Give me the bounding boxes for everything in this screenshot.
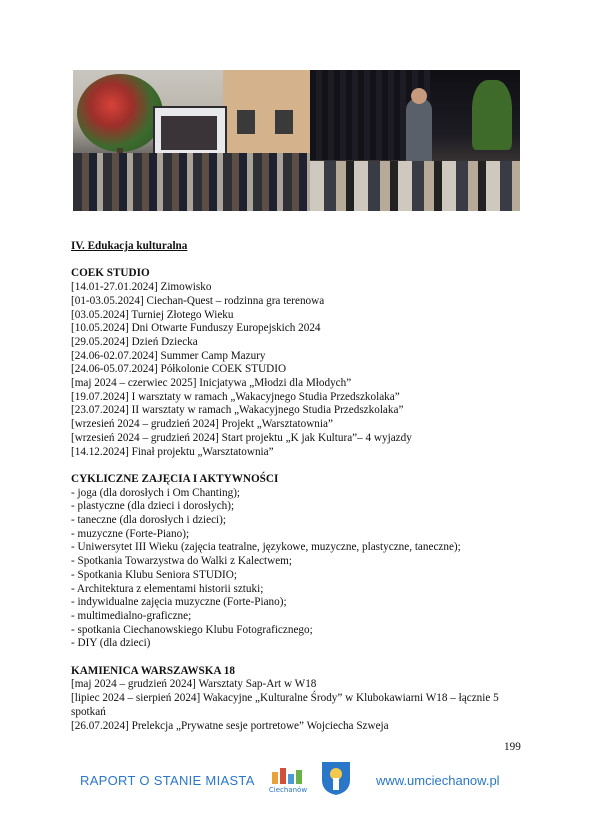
list-item: [wrzesień 2024 – grudzień 2024] Projekt „Warsztatownia” — [71, 418, 333, 431]
list-item: - Architektura z elementami historii sztuki; — [71, 582, 264, 595]
crowd — [73, 153, 310, 211]
svg-text:Ciechanów: Ciechanów — [268, 786, 308, 794]
list-item: [26.07.2024] Prelekcja „Prywatne sesje portretowe” Wojciecha Szweja — [71, 719, 389, 732]
list-item: - joga (dla dorosłych i Om Chanting); — [71, 486, 241, 499]
list-item: [01-03.05.2024] Ciechan-Quest – rodzinna gra terenowa — [71, 294, 325, 307]
list-item: [maj 2024 – czerwiec 2025] Inicjatywa „Młodzi dla Młodych” — [71, 377, 352, 390]
list-item: - DIY (dla dzieci) — [71, 637, 151, 650]
list-item: [10.05.2024] Dni Otwarte Funduszy Europejskich 2024 — [71, 322, 321, 335]
list-item: - spotkania Ciechanowskiego Klubu Fotograficznego; — [71, 623, 313, 636]
speaker — [406, 98, 432, 168]
list-item: [14.12.2024] Finał projektu „Warsztatownia” — [71, 445, 274, 458]
list-item: [lipiec 2024 – sierpień 2024] Wakacyjne „Kulturalne Środy” w Klubokawiarni W18 – łącznie 5 spotkań — [71, 692, 499, 718]
coek-studio-title: COEK STUDIO — [71, 267, 150, 280]
list-item: [14.01-27.01.2024] Zimowisko — [71, 281, 212, 294]
list-item: - muzyczne (Forte-Piano); — [71, 527, 190, 540]
list-item: - Spotkania Towarzystwa do Walki z Kalectwem; — [71, 555, 292, 568]
list-item: - Spotkania Klubu Seniora STUDIO; — [71, 568, 237, 581]
list-item: [03.05.2024] Turniej Złotego Wieku — [71, 308, 234, 321]
footer — [0, 758, 594, 808]
page-number: 199 — [504, 741, 521, 753]
list-item: - Uniwersytet III Wieku (zajęcia teatralne, językowe, muzyczne, plastyczne, taneczne); — [71, 541, 461, 554]
list-item: [wrzesień 2024 – grudzień 2024] Start projektu „K jak Kultura”– 4 wyjazdy — [71, 431, 412, 444]
photo-strip — [73, 70, 520, 211]
list-item: - plastyczne (dla dzieci i dorosłych); — [71, 500, 235, 513]
list-item: [23.07.2024] II warsztaty w ramach „Wakacyjnego Studia Przedszkolaka” — [71, 404, 404, 417]
list-item: [29.05.2024] Dzień Dziecka — [71, 335, 198, 348]
plant — [472, 80, 512, 150]
city-crest-icon — [320, 760, 352, 796]
kamienica-title: KAMIENICA WARSZAWSKA 18 — [71, 664, 235, 677]
stage — [153, 106, 227, 160]
report-title: RAPORT O STANIE MIASTA — [80, 773, 255, 788]
list-item: [24.06-02.07.2024] Summer Camp Mazury — [71, 349, 266, 362]
list-item: - multimedialno-graficzne; — [71, 609, 192, 622]
ciechanow-logo-icon — [266, 762, 310, 794]
section-heading: IV. Edukacja kulturalna — [71, 240, 188, 252]
document-body — [71, 240, 526, 733]
audience — [310, 161, 520, 211]
cykliczne-title: CYKLICZNE ZAJĘCIA I AKTYWNOŚCI — [71, 472, 279, 485]
concert-photo — [73, 70, 310, 211]
flower-tree — [77, 74, 163, 152]
list-item: - indywidualne zajęcia muzyczne (Forte-Piano); — [71, 596, 287, 609]
list-item: [24.06-05.07.2024] Półkolonie COEK STUDIO — [71, 363, 287, 376]
lecture-photo — [310, 70, 520, 211]
list-item: [19.07.2024] I warsztaty w ramach „Wakacyjnego Studia Przedszkolaka” — [71, 390, 400, 403]
list-item: [maj 2024 – grudzień 2024] Warsztaty Sap-Art w W18 — [71, 678, 317, 691]
website-link[interactable]: www.umciechanow.pl — [376, 773, 500, 788]
list-item: - taneczne (dla dorosłych i dzieci); — [71, 514, 226, 527]
